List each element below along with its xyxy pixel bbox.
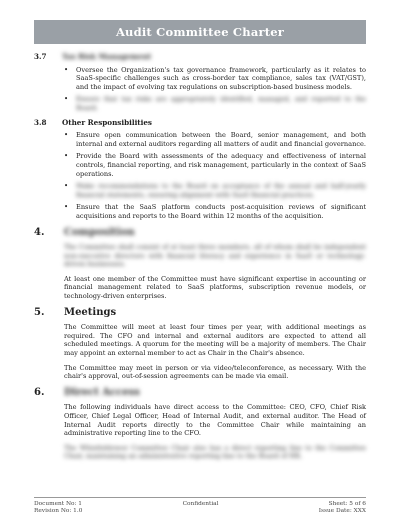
document-title-bar xyxy=(34,20,366,44)
footer-right xyxy=(319,501,366,515)
section-5-heading xyxy=(34,306,366,318)
classification-label: Confidential xyxy=(182,501,219,507)
bullet-icon: • xyxy=(64,203,69,212)
page-footer xyxy=(34,497,366,515)
paragraph: The Whistleblower Committee Chair also has a direct reporting line to the Committee Chair, maintaining an administrative reporting line to the Board of HR. xyxy=(64,443,366,461)
section-number: 6. xyxy=(34,386,45,398)
section-number: 3.7 xyxy=(34,52,47,61)
sheet-number: Sheet: 5 of 6 xyxy=(328,501,366,507)
list-item xyxy=(64,66,366,92)
footer-left xyxy=(34,501,82,515)
section-title: Direct Access xyxy=(64,386,140,398)
list-item-text: Make recommendations to the Board on acceptance of the annual and half-yearly financial statements, ensuring alignment with SaaS financial practices. xyxy=(76,182,366,199)
list-item xyxy=(64,131,366,148)
section-title: Meetings xyxy=(64,306,117,318)
list-item xyxy=(64,182,366,199)
list-item-text: Provide the Board with assessments of the adequacy and effectiveness of internal controls, financial reporting, and risk management, particularly in the context of SaaS operations. xyxy=(76,152,366,178)
revision-number: Revision No: 1.0 xyxy=(34,508,83,515)
list-item-text: Oversee the Organization's tax governance framework, particularly as it relates to SaaS-specific challenges such as cross-border tax compliance, sales tax (VAT/GST), and the impact of evolving tax regulations on subscription-based business models. xyxy=(76,65,366,91)
document-number: Document No: 1 xyxy=(34,501,82,507)
paragraph: The Committee shall consist of at least three members, all of whom shall be independent non-executive directors with financial literacy and experience in SaaS or technology-driven businesses. xyxy=(64,243,366,269)
paragraph: The Committee will meet at least four times per year, with additional meetings as required. The CFO and internal and external auditors are expected to attend all scheduled meetings. A quorum for the meeting will be a majority of members. The Chair may appoint an external member to act as Chair in the Chair's absence. xyxy=(64,323,366,358)
section-number: 5. xyxy=(34,306,45,318)
section-3-7-heading xyxy=(34,53,366,62)
section-number: 4. xyxy=(34,226,45,238)
section-6-heading xyxy=(34,386,366,398)
list-item xyxy=(64,203,366,220)
bullet-icon: • xyxy=(64,152,69,161)
document-title: Audit Committee Charter xyxy=(115,25,285,39)
issue-date: Issue Date: XXX xyxy=(318,508,366,515)
list-item xyxy=(64,152,366,178)
bullet-icon: • xyxy=(64,65,69,74)
section-3-8-bullets xyxy=(64,131,366,220)
footer-center xyxy=(82,501,318,515)
paragraph: The following individuals have direct access to the Committee: CEO, CFO, Chief Risk Officer, Chief Legal Officer, Head of Internal Audit, and external auditor. The Head of Internal Audit reports directly to the Committee Chair while maintaining an administrative reporting line to the CFO. xyxy=(64,403,366,438)
section-title: Other Responsibilities xyxy=(62,117,152,127)
paragraph: At least one member of the Committee must have significant expertise in accounting or financial management related to SaaS platforms, subscription revenue models, or technology-driven enterprises. xyxy=(64,274,366,301)
document-body xyxy=(34,53,366,461)
section-4-heading xyxy=(34,226,366,238)
list-item-text: Ensure that tax risks are appropriately identified, managed, and reported to the Board. xyxy=(76,95,366,112)
section-number: 3.8 xyxy=(34,117,47,127)
list-item xyxy=(64,95,366,112)
bullet-icon: • xyxy=(64,182,69,191)
list-item-text: Ensure open communication between the Board, senior management, and both internal and external auditors regarding all matters of audit and financial governance. xyxy=(76,131,367,148)
section-title: Tax Risk Management xyxy=(62,52,152,61)
list-item-text: Ensure that the SaaS platform conducts post-acquisition reviews of significant acquisitions and reports to the Board within 12 months of the acquisition. xyxy=(76,203,366,220)
section-title: Composition xyxy=(64,226,135,238)
section-3-7-bullets xyxy=(64,66,366,113)
bullet-icon: • xyxy=(64,95,69,104)
bullet-icon: • xyxy=(64,131,69,140)
section-3-8-heading xyxy=(34,119,366,128)
paragraph: The Committee may meet in person or via video/teleconference, as necessary. With the chair's approval, out-of-session agreements can be made via email. xyxy=(64,363,366,381)
